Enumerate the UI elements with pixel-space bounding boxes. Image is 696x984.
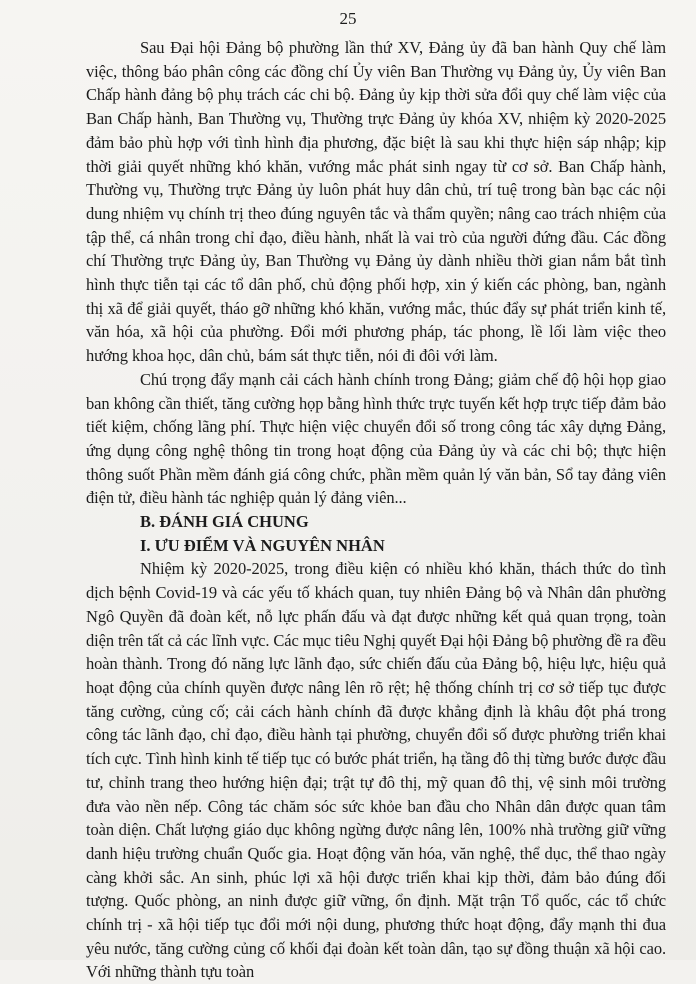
paragraph-party-regulations: Sau Đại hội Đảng bộ phường lần thứ XV, Đảng ủy đã ban hành Quy chế làm việc, thông báo phân công các đồng chí Ủy viên Ban Thường vụ Đảng ủy, Ủy viên Ban Chấp hành đảng bộ phụ trách các chi bộ. Đảng ủy kịp thời sửa đổi quy chế làm việc của Ban Chấp hành, Ban Thường vụ, Thường trực Đảng ủy khóa XV, nhiệm kỳ 2020-2025 đảm bảo phù hợp với tình hình địa phương, đặc biệt là sau khi thực hiện sáp nhập; kịp thời giải quyết những khó khăn, vướng mắc phát sinh ngay từ cơ sở. Ban Chấp hành, Thường vụ, Thường trực Đảng ủy luôn phát huy dân chủ, trí tuệ trong bàn bạc các nội dung nhiệm vụ chính trị theo đúng nguyên tắc và thẩm quyền; nâng cao trách nhiệm của tập thể, cá nhân trong chỉ đạo, điều hành, nhất là vai trò của người đứng đầu. Các đồng chí Thường trực Đảng ủy, Ban Thường vụ Đảng ủy dành nhiều thời gian nắm bắt tình hình thực tiễn tại các tổ dân phố, chủ động phối hợp, xin ý kiến các phòng, ban, ngành thị xã để giải quyết, tháo gỡ những khó khăn, vướng mắc, thúc đẩy sự phát triển kinh tế, văn hóa, xã hội của phường. Đổi mới phương pháp, tác phong, lề lối làm việc theo hướng khoa học, dân chủ, bám sát thực tiễn, nói đi đôi với làm. [86,38,666,366]
page-content [86,36,666,984]
subsection-heading-strengths: I. ƯU ĐIỂM VÀ NGUYÊN NHÂN [140,535,385,555]
section-heading-general-assessment: B. ĐÁNH GIÁ CHUNG [140,512,309,532]
paragraph-administrative-reform: Chú trọng đẩy mạnh cải cách hành chính trong Đảng; giảm chế độ hội họp giao ban không cần thiết, tăng cường họp bằng hình thức trực tuyến kết hợp trực tiếp đảm bảo tiết kiệm, chống lãng phí. Thực hiện việc chuyển đổi số trong công tác xây dựng Đảng, ứng dụng công nghệ thông tin trong hoạt động của Đảng ủy và các chi bộ; thực hiện thông suốt Phần mềm đánh giá công chức, phần mềm quản lý văn bản, Sổ tay đảng viên điện tử, điều hành tác nghiệp quản lý đảng viên... [86,369,666,508]
paragraph-term-achievements: Nhiệm kỳ 2020-2025, trong điều kiện có nhiều khó khăn, thách thức do tình dịch bệnh Covid-19 và các yếu tố khách quan, tuy nhiên Đảng bộ và Nhân dân phường Ngô Quyền đã đoàn kết, nỗ lực phấn đấu và đạt được những kết quả quan trọng, toàn diện trên tất cả các lĩnh vực. Các mục tiêu Nghị quyết Đại hội Đảng bộ phường đề ra đều hoàn thành. Trong đó năng lực lãnh đạo, sức chiến đấu của Đảng bộ, hiệu lực, hiệu quả hoạt động của chính quyền được nâng lên rõ rệt; hệ thống chính trị cơ sở tiếp tục được tăng cường, củng cố; cải cách hành chính đã được khẳng định là khâu đột phá trong công tác lãnh đạo, chỉ đạo, điều hành tại phường, chuyển đổi số được phường triển khai tích cực. Tình hình kinh tế tiếp tục có bước phát triển, hạ tầng đô thị từng bước được đầu tư, chỉnh trang theo hướng hiện đại; trật tự đô thị, mỹ quan đô thị, vệ sinh môi trường đưa vào nền nếp. Công tác chăm sóc sức khỏe ban đầu cho Nhân dân được quan tâm toàn diện. Chất lượng giáo dục không ngừng được nâng lên, 100% nhà trường giữ vững danh hiệu trường chuẩn Quốc gia. Hoạt động văn hóa, văn nghệ, thể dục, thể thao ngày càng khởi sắc. An sinh, phúc lợi xã hội được triển khai kịp thời, đảm bảo đúng đối tượng. Quốc phòng, an ninh được giữ vững, ổn định. Mặt trận Tổ quốc, các tổ chức chính trị - xã hội tiếp tục đổi mới nội dung, phương thức hoạt động, đẩy mạnh thi đua yêu nước, tăng cường củng cố khối đại đoàn kết toàn dân, tạo sự đồng thuận xã hội cao. Với những thành tựu toàn [86,559,666,982]
page-number: 25 [339,9,357,28]
